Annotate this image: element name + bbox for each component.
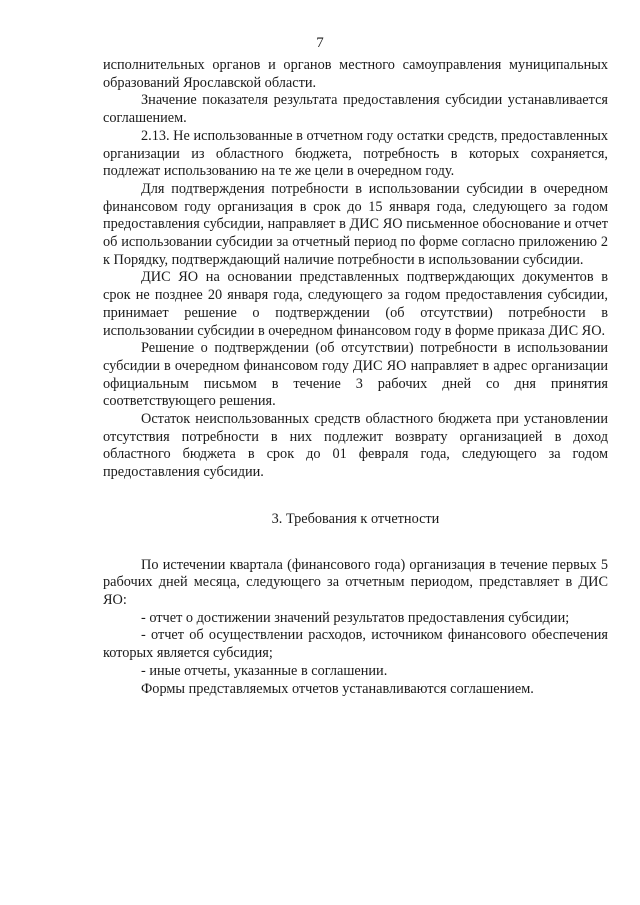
paragraph-decision-notice: Решение о подтверждении (об отсутствии) потребности в использовании субсидии в очередном финансовом году ДИС ЯО направляет в адрес организации официальным письмом в течение 3 рабочих дней со дня принятия соответствующего решения. [103,340,608,410]
paragraph-indicator-value: Значение показателя результата предоставления субсидии устанавливается соглашением. [103,92,608,127]
page-number: 7 [316,35,324,51]
paragraph-dis-decision: ДИС ЯО на основании представленных подтверждающих документов в срок не позднее 20 января года, следующего за годом предоставления субсидии, принимает решение о подтверждении (об отсутствии) потребности в использовании субсидии в очередном финансовом году в форме приказа ДИС ЯО. [103,269,608,339]
paragraph-continuation: исполнительных органов и органов местного самоуправления муниципальных образований Ярославской области. [103,57,608,91]
paragraph-report-forms: Формы представляемых отчетов устанавливаются соглашением. [141,680,534,697]
document-body [103,57,608,698]
list-item-other-reports: - иные отчеты, указанные в соглашении. [141,662,388,679]
paragraph-2-13: 2.13. Не использованные в отчетном году остатки средств, предоставленных организации из областного бюджета, потребность в которых сохраняется, подлежат использованию на те же цели в очередном году. [103,127,608,180]
list-item-expenses-report: - отчет об осуществлении расходов, источником финансового обеспечения которых является субсидия; [103,627,608,662]
section-title-reporting: 3. Требования к отчетности [271,510,440,527]
paragraph-remainder-return: Остаток неиспользованных средств областного бюджета при установлении отсутствия потребности в них подлежит возврату организацией в доход областного бюджета в срок до 01 февраля года, следующего за годом предоставления субсидии. [103,411,608,481]
list-item-results-report: - отчет о достижении значений результатов предоставления субсидии; [141,609,570,626]
paragraph-confirmation-request: Для подтверждения потребности в использовании субсидии в очередном финансовом году организация в срок до 15 января года, следующего за годом предоставления субсидии, направляет в ДИС ЯО письменное обоснование и отчет об использовании субсидии за отчетный период по форме согласно приложению 2 к Порядку, подтверждающий наличие потребности в использовании субсидии. [103,180,608,268]
paragraph-reporting-intro: По истечении квартала (финансового года) организация в течение первых 5 рабочих дней месяца, следующего за отчетным периодом, представляет в ДИС ЯО: [103,556,608,608]
